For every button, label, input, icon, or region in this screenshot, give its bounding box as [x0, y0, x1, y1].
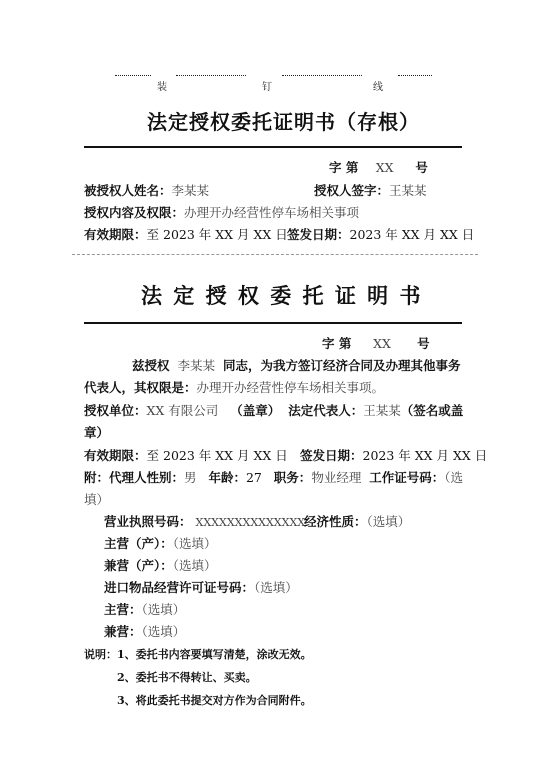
- binding-char-3: 线: [373, 82, 383, 93]
- tear-off-line: [72, 254, 478, 255]
- import-license-line: 进口物品经营许可证号码：（选填）: [104, 580, 298, 595]
- stub-grantee: 被授权人姓名：李某某: [84, 183, 210, 198]
- main-business-line-2: 主营：（选填）: [104, 602, 186, 617]
- granting-unit-line-wrap: 章）: [84, 425, 110, 440]
- license-line: 营业执照号码： XXXXXXXXXXXXXX: [104, 514, 306, 529]
- stub-doc-number: 字 第 XX 号: [329, 160, 428, 175]
- note-1: 说明：1、委托书内容要填写清楚，涂改无效。: [84, 648, 312, 661]
- nature-line: 经济性质：（选填）: [304, 514, 411, 529]
- note-2: 2、委托书不得转让、买卖。: [117, 671, 257, 684]
- stub-valid-period: 有效期限：至 2023 年 XX 月 XX 日: [84, 227, 288, 242]
- main-doc-number: 字 第 XX 号: [322, 336, 430, 351]
- main-business-line: 主营（产）：（选填）: [104, 536, 217, 551]
- stub-scope: 授权内容及权限：办理开办经营性停车场相关事项: [84, 205, 360, 220]
- main-title: 法 定 授 权 委 托 证 明 书: [141, 283, 423, 308]
- authorization-line-2: 代表人，其权限是：办理开办经营性停车场相关事项。: [84, 380, 385, 395]
- main-issue-date: 签发日期：2023 年 XX 月 XX 日: [300, 448, 488, 463]
- agent-info-line: 附：代理人性别：男 年龄：27 职务：物业经理 工作证号码：（选: [84, 470, 464, 485]
- binding-dots-1: [115, 75, 151, 76]
- main-valid-period: 有效期限：至 2023 年 XX 月 XX 日: [84, 448, 288, 463]
- agent-info-line-wrap: 填）: [84, 492, 110, 507]
- stub-title: 法定授权委托证明书（存根）: [147, 110, 420, 134]
- stub-rule: [84, 146, 462, 148]
- granting-unit-line: 授权单位：XX 有限公司 （盖章） 法定代表人：王某某（签名或盖: [84, 403, 464, 418]
- binding-char-2: 钉: [262, 82, 272, 93]
- authorization-line-1: 兹授权 李某某 同志，为我方签订经济合同及办理其他事务: [132, 358, 461, 373]
- stub-issue-date: 签发日期：2023 年 XX 月 XX 日: [287, 227, 475, 242]
- binding-dots-4: [398, 75, 432, 76]
- note-3: 3、将此委托书提交对方作为合同附件。: [117, 694, 312, 707]
- side-business-line-2: 兼营：（选填）: [104, 624, 186, 639]
- stub-signature: 授权人签字：王某某: [314, 183, 427, 198]
- binding-dots-2: [176, 75, 246, 76]
- side-business-line: 兼营（产）：（选填）: [104, 558, 217, 573]
- binding-char-1: 装: [157, 82, 167, 93]
- main-rule: [84, 322, 462, 324]
- binding-dots-3: [282, 75, 362, 76]
